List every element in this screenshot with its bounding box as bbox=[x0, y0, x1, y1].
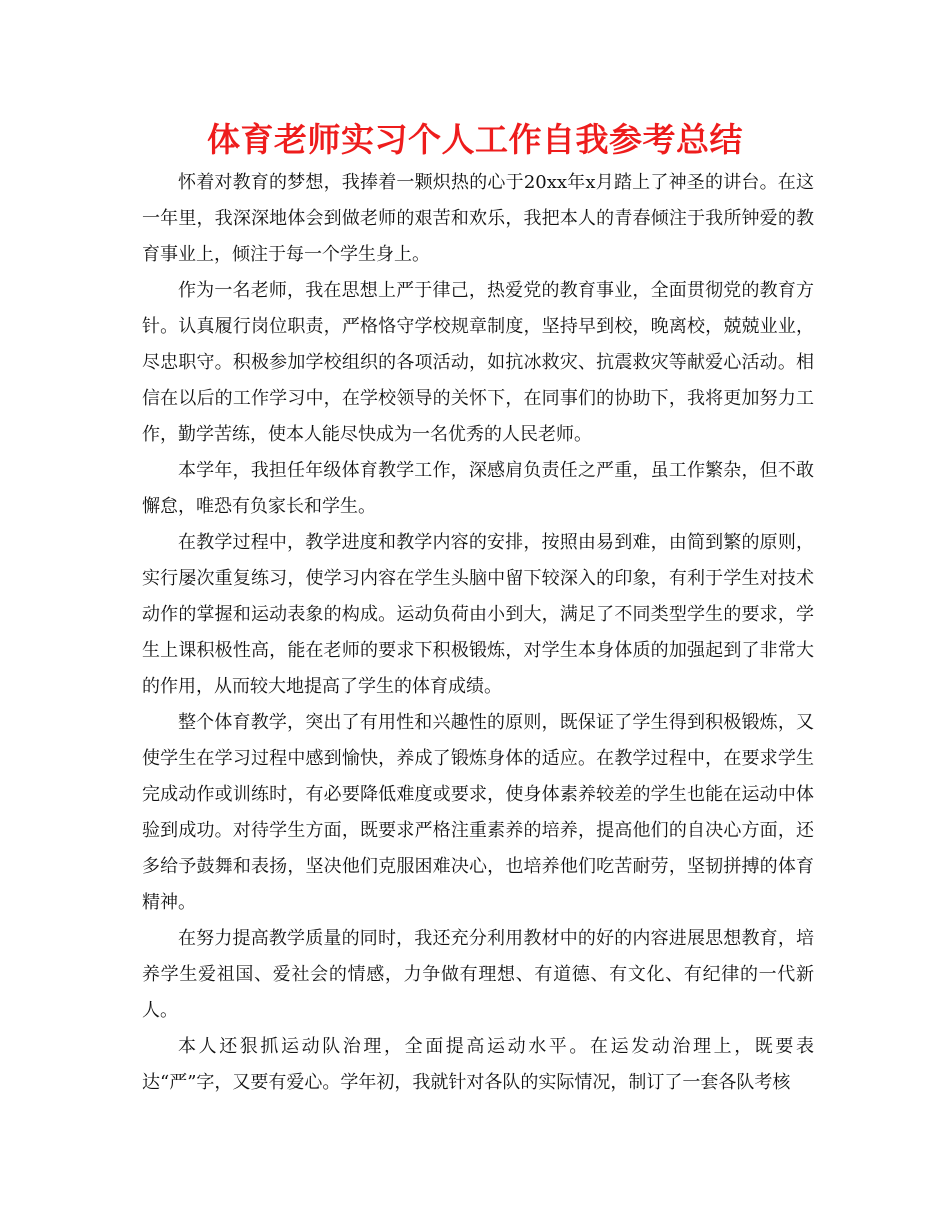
document-title: 体育老师实习个人工作自我参考总结 bbox=[207, 120, 743, 159]
paragraph-2: 作为一名老师，我在思想上严于律己，热爱党的教育事业，全面贯彻党的教育方针。认真履行岗位职责，严格恪守学校规章制度，坚持早到校，晚离校，兢兢业业，尽忠职守。积极参加学校组织的各项活动，如抗冰救灾、抗震救灾等献爱心活动。相信在以后的工作学习中，在学校领导的关怀下，在同事们的协助下，我将更加努力工作，勤学苦练，使本人能尽快成为一名优秀的人民老师。 bbox=[142, 280, 814, 445]
paragraph-7: 本人还狠抓运动队治理，全面提高运动水平。在运发动治理上，既要表达“严”字，又要有爱心。学年初，我就针对各队的实际情况，制订了一套各队考核 bbox=[142, 1036, 814, 1093]
paragraph-6: 在努力提高教学质量的同时，我还充分利用教材中的好的内容进展思想教育，培养学生爱祖国、爱社会的情感，力争做有理想、有道德、有文化、有纪律的一代新人。 bbox=[142, 928, 814, 1021]
paragraph-1: 怀着对教育的梦想，我捧着一颗炽热的心于20xx年x月踏上了神圣的讲台。在这一年里，我深深地体会到做老师的艰苦和欢乐，我把本人的青春倾注于我所钟爱的教育事业上，倾注于每一个学生身上。 bbox=[142, 172, 814, 265]
paragraph-5: 整个体育教学，突出了有用性和兴趣性的原则，既保证了学生得到积极锻炼，又使学生在学习过程中感到愉快，养成了锻炼身体的适应。在教学过程中，在要求学生完成动作或训练时，有必要降低难度或要求，使身体素养较差的学生也能在运动中体验到成功。对待学生方面，既要求严格注重素养的培养，提高他们的自决心方面，还多给予鼓舞和表扬，坚决他们克服困难决心，也培养他们吃苦耐劳，坚韧拼搏的体育精神。 bbox=[142, 712, 814, 913]
paragraph-4: 在教学过程中，教学进度和教学内容的安排，按照由易到难，由简到繁的原则，实行屡次重复练习，使学习内容在学生头脑中留下较深入的印象，有利于学生对技术动作的掌握和运动表象的构成。运动负荷由小到大，满足了不同类型学生的要求，学生上课积极性高，能在老师的要求下积极锻炼，对学生本身体质的加强起到了非常大的作用，从而较大地提高了学生的体育成绩。 bbox=[142, 532, 814, 697]
paragraph-3: 本学年，我担任年级体育教学工作，深感肩负责任之严重，虽工作繁杂，但不敢懈怠，唯恐有负家长和学生。 bbox=[142, 460, 814, 517]
document-body bbox=[142, 165, 814, 1101]
